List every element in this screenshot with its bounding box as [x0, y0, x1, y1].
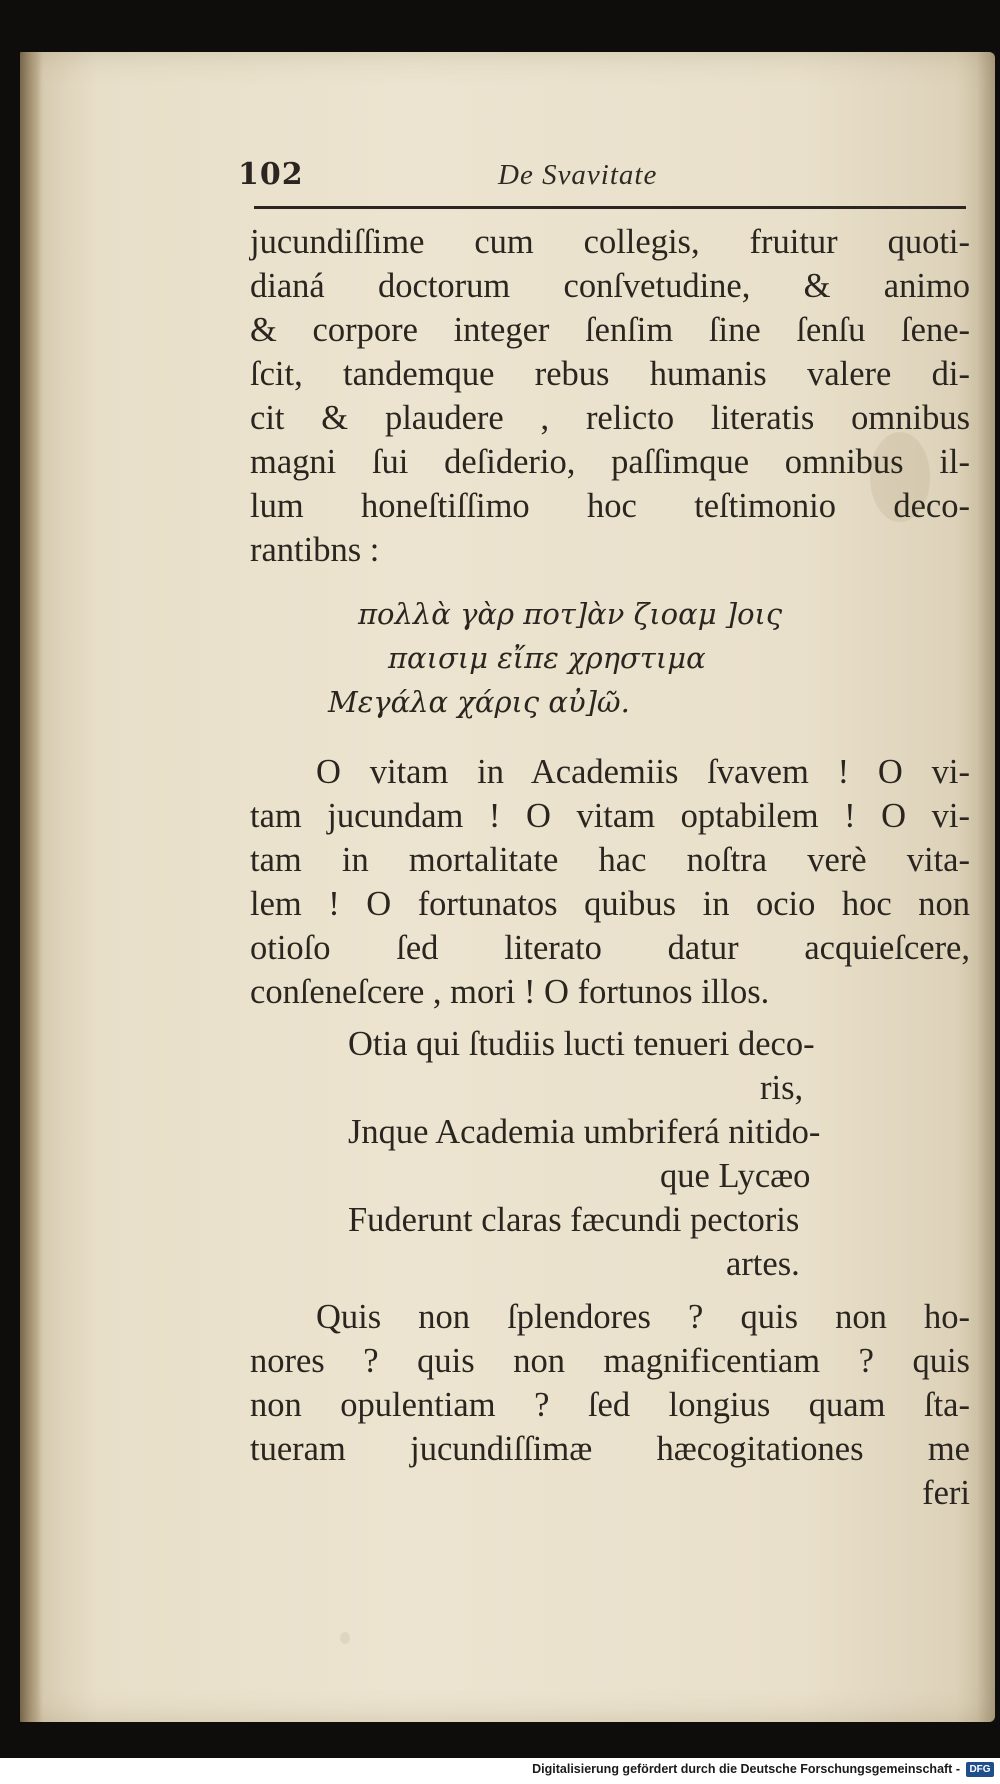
ink-spot — [340, 1632, 350, 1644]
text-line: dianá doctorum conſvetudine, & animo — [250, 267, 970, 305]
verse-continuation: artes. — [726, 1245, 800, 1283]
page-body — [250, 220, 970, 1512]
paragraph-2 — [250, 750, 970, 1014]
verse-line: Fuderunt claras fæcundi pectoris — [348, 1201, 800, 1239]
dfg-logo: DFG — [966, 1762, 994, 1777]
verse-continuation: ris, — [760, 1069, 804, 1107]
text-line: tam in mortalitate hac noſtra verè vita- — [250, 841, 970, 879]
text-line: tam jucundam ! O vitam optabilem ! O vi- — [250, 797, 970, 835]
text-line: ſcit, tandemque rebus humanis valere di- — [250, 355, 970, 393]
latin-verse — [250, 1022, 970, 1286]
catchword: feri — [922, 1474, 970, 1512]
text-line: jucundiſſime cum collegis, fruitur quoti- — [250, 223, 970, 261]
text-line: otioſo ſed literato datur acquieſcere, — [250, 929, 970, 967]
page-header — [238, 157, 968, 201]
text-line: cit & plaudere , relicto literatis omnibus — [250, 399, 970, 437]
paragraph-3 — [250, 1295, 970, 1515]
text-line: O vitam in Academiis ſvavem ! O vi- — [316, 753, 970, 791]
text-line: lum honeſtiſſimo hoc teſtimonio deco- — [250, 487, 970, 525]
text-line: tueram jucundiſſimæ hæcogitationes me — [250, 1430, 970, 1468]
verse-line: Otia qui ſtudiis lucti tenueri deco- — [348, 1025, 815, 1063]
text-line: Quis non ſplendores ? quis non ho- — [316, 1298, 970, 1336]
header-rule — [254, 206, 966, 209]
greek-line: πολλὰ γὰρ ποτ]ὰν ζιοαμ ]οις — [358, 597, 783, 631]
greek-verse — [250, 592, 970, 724]
paragraph-1 — [250, 220, 970, 572]
page-number: 102 — [238, 157, 304, 192]
text-line: rantibns : — [250, 531, 380, 569]
text-line: lem ! O fortunatos quibus in ocio hoc non — [250, 885, 970, 923]
text-line: magni ſui deſiderio, paſſimque omnibus il- — [250, 443, 970, 481]
verse-continuation: que Lycæo — [660, 1157, 811, 1195]
funding-credit: Digitalisierung gefördert durch die Deutsche Forschungsgemeinschaft - — [532, 1762, 960, 1776]
greek-line: Μεγάλα χάρις αὐ]ῶ. — [328, 685, 630, 719]
verse-line: Jnque Academia umbriferá nitido- — [348, 1113, 821, 1151]
greek-line: παισιμ εἴπε χρηστιμα — [388, 641, 706, 675]
text-line: nores ? quis non magnificentiam ? quis — [250, 1342, 970, 1380]
page-gutter-shadow — [20, 52, 42, 1722]
footer-bar — [0, 1758, 1000, 1784]
running-title: De Svavitate — [498, 159, 658, 191]
text-line: non opulentiam ? ſed longius quam ſta- — [250, 1386, 970, 1424]
text-line: conſeneſcere , mori ! O fortunos illos. — [250, 973, 770, 1011]
text-line: & corpore integer ſenſim ſine ſenſu ſene- — [250, 311, 970, 349]
page-edge-shadow — [977, 52, 995, 1722]
